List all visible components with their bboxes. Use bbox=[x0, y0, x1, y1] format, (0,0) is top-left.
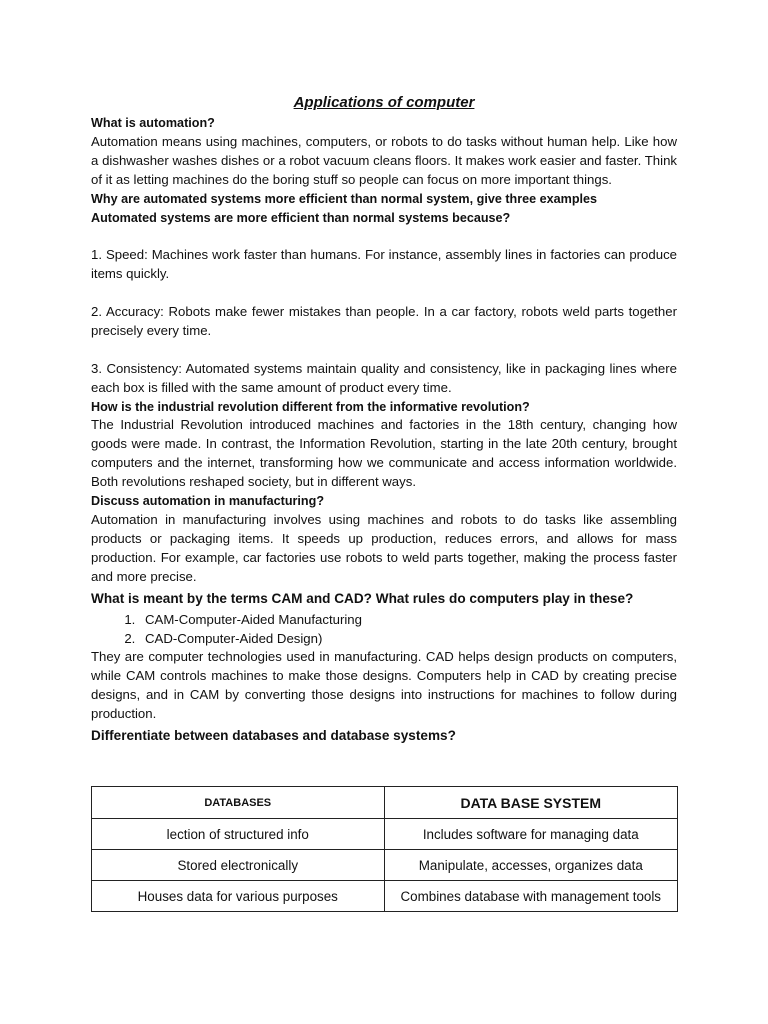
table-row bbox=[92, 850, 678, 881]
point-consistency: 3. Consistency: Automated systems maintain quality and consistency, like in packaging lines where each box is filled with the same amount of product every time. bbox=[91, 360, 677, 395]
question-databases: Differentiate between databases and database systems? bbox=[91, 728, 456, 744]
answer-cam-cad: They are computer technologies used in manufacturing. CAD helps design products on computers, while CAM controls machines to make those designs. Computers help in CAD by creating precise designs, and in CAM by converting those designs into instructions for machines to follow during production. bbox=[91, 649, 677, 722]
spacer bbox=[91, 227, 677, 246]
question-manufacturing: Discuss automation in manufacturing? bbox=[91, 494, 325, 509]
table-cell: Houses data for various purposes bbox=[92, 881, 385, 912]
point-speed: 1. Speed: Machines work faster than humans. For instance, assembly lines in factories can produce items quickly. bbox=[91, 247, 677, 282]
table-row bbox=[92, 819, 678, 850]
answer-manufacturing: Automation in manufacturing involves using machines and robots to do tasks like assembling products or packaging items. It speeds up production, reduces errors, and allows for mass production. For example, car factories use robots to weld parts together, making the process faster and more precise. bbox=[91, 511, 677, 584]
cam-cad-list bbox=[91, 611, 677, 649]
table-cell: lection of structured info bbox=[92, 819, 385, 850]
table-cell: Includes software for managing data bbox=[384, 819, 678, 850]
table-row bbox=[92, 881, 678, 912]
table-header-row bbox=[92, 787, 678, 819]
spacer bbox=[91, 284, 677, 303]
table-cell: Combines database with management tools bbox=[384, 881, 678, 912]
list-item: 2. CAD-Computer-Aided Design) bbox=[139, 630, 677, 649]
question-efficient: Why are automated systems more efficient than normal system, give three examples bbox=[91, 191, 598, 206]
header-database-system: DATA BASE SYSTEM bbox=[384, 787, 678, 819]
header-databases: DATABASES bbox=[92, 787, 385, 819]
question-automation: What is automation? bbox=[91, 116, 215, 130]
database-comparison-table bbox=[91, 786, 678, 912]
list-item: 1. CAM-Computer-Aided Manufacturing bbox=[139, 611, 677, 630]
question-efficient-because: Automated systems are more efficient than normal systems because? bbox=[91, 210, 511, 225]
page-title: Applications of computer bbox=[293, 94, 475, 111]
answer-revolution: The Industrial Revolution introduced machines and factories in the 18th century, changing how goods were made. In contrast, the Information Revolution, starting in the late 20th century, brought computers and the internet, transforming how we communicate and access information worldwide. Both revolutions reshaped society, but in different ways. bbox=[91, 417, 677, 490]
table-cell: Stored electronically bbox=[92, 850, 385, 881]
answer-automation: Automation means using machines, computers, or robots to do tasks without human help. Like how a dishwasher washes dishes or a robot vacuum cleans floors. It makes work easier and faster. Think of it as letting machines do the boring stuff so people can focus on more important things. bbox=[91, 133, 677, 187]
spacer bbox=[91, 341, 677, 360]
question-revolution: How is the industrial revolution different from the informative revolution? bbox=[91, 399, 530, 414]
question-cam-cad: What is meant by the terms CAM and CAD? What rules do computers play in these? bbox=[91, 590, 634, 606]
table-cell: Manipulate, accesses, organizes data bbox=[384, 850, 678, 881]
document-body bbox=[91, 92, 677, 746]
point-accuracy: 2. Accuracy: Robots make fewer mistakes than people. In a car factory, robots weld parts together precisely every time. bbox=[91, 304, 677, 338]
